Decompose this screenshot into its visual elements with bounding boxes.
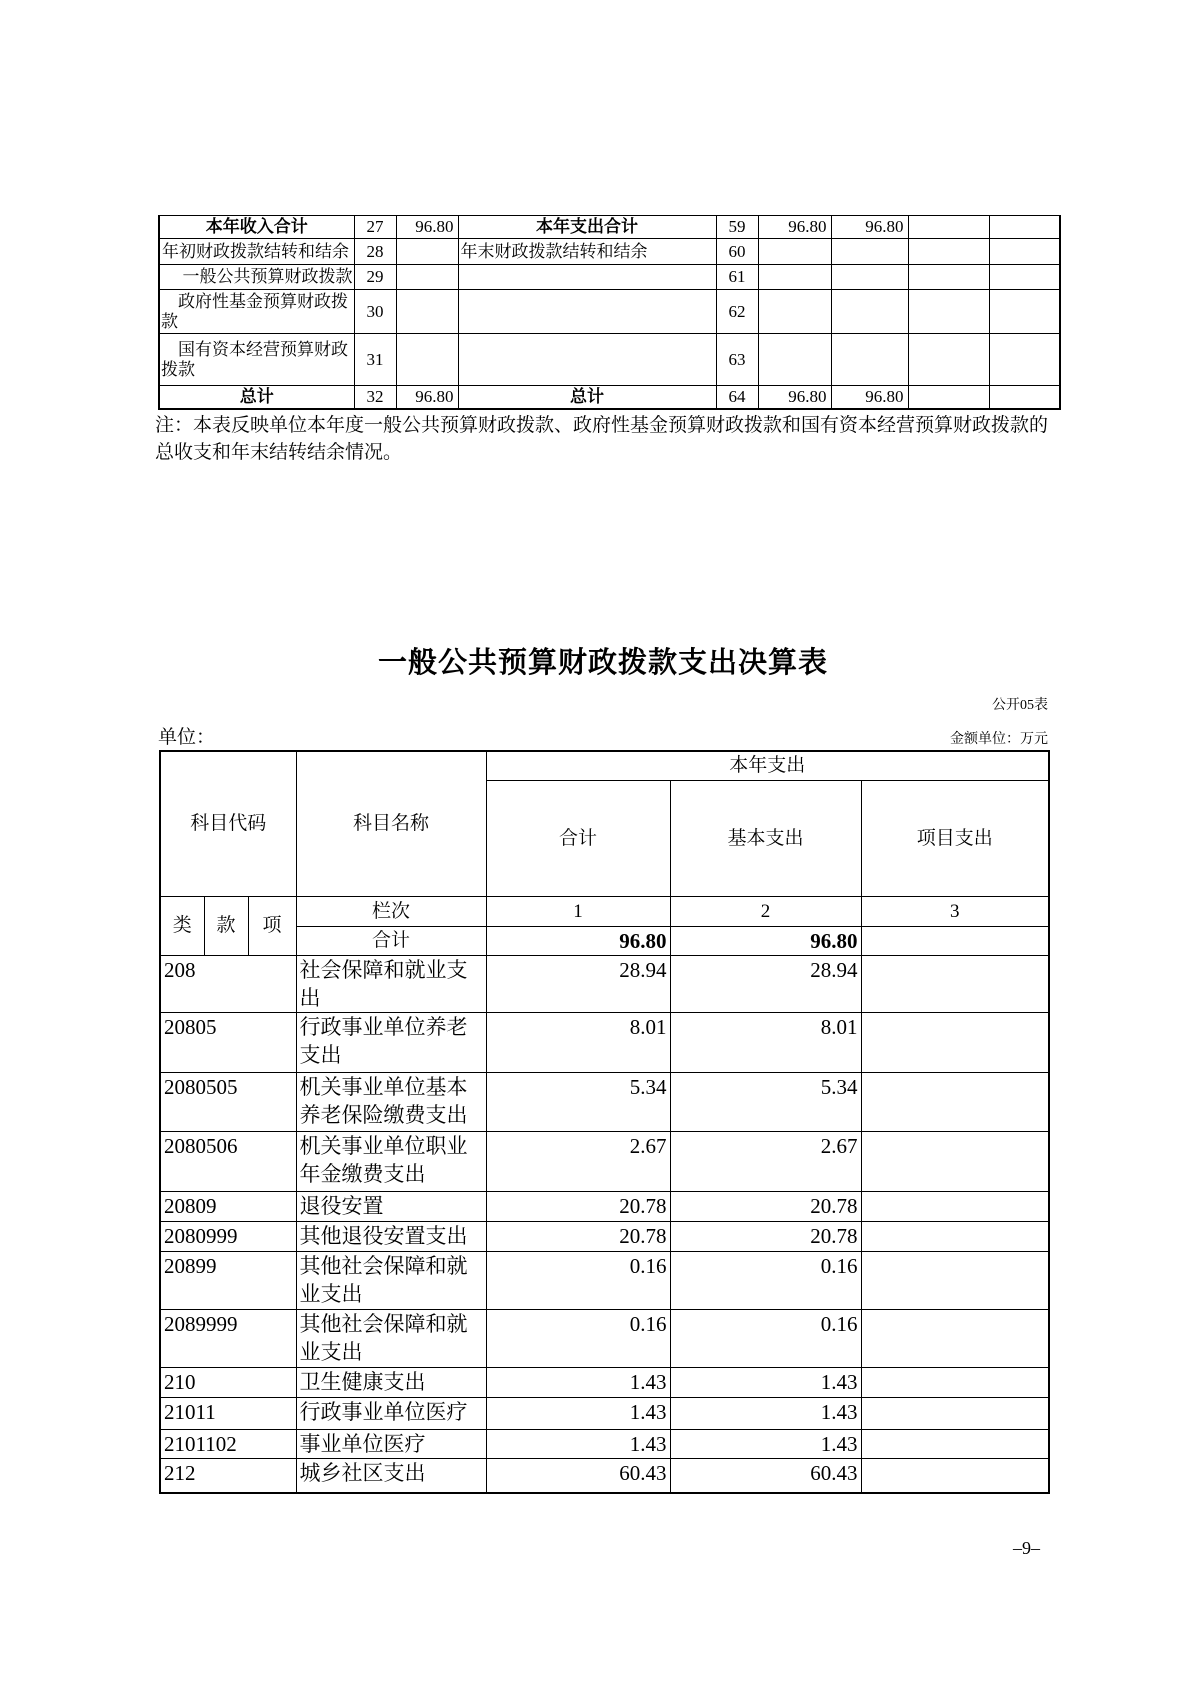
- t1-value-cell: [908, 216, 989, 239]
- t1-left-rowno: 29: [354, 265, 396, 290]
- total-value: 0.16: [486, 1251, 670, 1309]
- total-value: 8.01: [486, 1012, 670, 1072]
- table-row: [160, 1191, 1049, 1221]
- table-row: [160, 1397, 1049, 1429]
- subject-name: 机关事业单位职业年金缴费支出: [296, 1131, 486, 1191]
- general-budget-expenditure-table: [159, 750, 1050, 1494]
- col-header-class: 类: [160, 896, 204, 955]
- sum-basic-value: 96.80: [670, 926, 861, 955]
- t1-left-amount: [396, 239, 458, 265]
- table-row: [159, 216, 1060, 239]
- lanci-label: 栏次: [296, 896, 486, 926]
- subject-code: 20899: [160, 1251, 296, 1309]
- subject-code: 20805: [160, 1012, 296, 1072]
- total-value: 0.16: [486, 1309, 670, 1367]
- t1-value-cell: [831, 290, 908, 334]
- basic-value: 2.67: [670, 1131, 861, 1191]
- sum-project-value: [861, 926, 1049, 955]
- subject-name: 城乡社区支出: [296, 1458, 486, 1493]
- project-value: [861, 1429, 1049, 1458]
- total-value: 20.78: [486, 1191, 670, 1221]
- t1-left-label: 国有资本经营预算财政拨款: [159, 334, 354, 386]
- subject-code: 212: [160, 1458, 296, 1493]
- table-row: [159, 334, 1060, 386]
- column-number: 2: [670, 896, 861, 926]
- project-value: [861, 1191, 1049, 1221]
- basic-value: 1.43: [670, 1367, 861, 1397]
- page-number: –9–: [1013, 1538, 1040, 1558]
- table-row: [159, 290, 1060, 334]
- basic-value: 1.43: [670, 1429, 861, 1458]
- t1-value-cell: 96.80: [831, 386, 908, 409]
- t1-right-label: 总计: [458, 386, 716, 409]
- table-row: [160, 1309, 1049, 1367]
- column-number: 3: [861, 896, 1049, 926]
- t1-left-label: 本年收入合计: [159, 216, 354, 239]
- table-row: [160, 1131, 1049, 1191]
- project-value: [861, 1221, 1049, 1251]
- column-number: 1: [486, 896, 670, 926]
- t1-right-rowno: 64: [716, 386, 758, 409]
- subject-code: 2080999: [160, 1221, 296, 1251]
- sum-total-value: 96.80: [486, 926, 670, 955]
- table-note: 注：本表反映单位本年度一般公共预算财政拨款、政府性基金预算财政拨款和国有资本经营预算财政拨款的总收支和年末结转结余情况。: [155, 415, 1049, 463]
- project-value: [861, 1131, 1049, 1191]
- table-row: [160, 1367, 1049, 1397]
- subject-name: 机关事业单位基本养老保险缴费支出: [296, 1072, 486, 1131]
- project-value: [861, 1397, 1049, 1429]
- table-row: [159, 386, 1060, 409]
- header-row: [160, 751, 1049, 780]
- t1-value-cell: [908, 290, 989, 334]
- table-row: [160, 955, 1049, 1012]
- col-header-subject-name: 科目名称: [296, 751, 486, 896]
- t1-right-label: 本年支出合计: [458, 216, 716, 239]
- t1-left-amount: 96.80: [396, 386, 458, 409]
- basic-value: 5.34: [670, 1072, 861, 1131]
- t1-value-cell: [758, 239, 831, 265]
- table-row: [160, 1251, 1049, 1309]
- subject-name: 退役安置: [296, 1191, 486, 1221]
- column-index-row: [160, 896, 1049, 926]
- col-header-year-expense: 本年支出: [486, 751, 1049, 780]
- project-value: [861, 1309, 1049, 1367]
- subject-name: 行政事业单位医疗: [296, 1397, 486, 1429]
- t1-right-rowno: 61: [716, 265, 758, 290]
- funding-income-expense-summary-table: [158, 215, 1061, 410]
- basic-value: 0.16: [670, 1309, 861, 1367]
- project-value: [861, 955, 1049, 1012]
- project-value: [861, 1458, 1049, 1493]
- subject-code: 2080505: [160, 1072, 296, 1131]
- col-header-item: 项: [248, 896, 296, 955]
- t1-right-rowno: 59: [716, 216, 758, 239]
- t1-value-cell: [989, 290, 1060, 334]
- table-row: [159, 265, 1060, 290]
- t1-value-cell: [989, 386, 1060, 409]
- t1-left-rowno: 30: [354, 290, 396, 334]
- basic-value: 60.43: [670, 1458, 861, 1493]
- subject-name: 其他社会保障和就业支出: [296, 1309, 486, 1367]
- form-number: 公开05表: [992, 698, 1048, 713]
- basic-value: 1.43: [670, 1397, 861, 1429]
- col-header-section: 款: [204, 896, 248, 955]
- t1-left-rowno: 27: [354, 216, 396, 239]
- t1-value-cell: [908, 239, 989, 265]
- total-value: 5.34: [486, 1072, 670, 1131]
- table-row: [160, 1072, 1049, 1131]
- subject-code: 2080506: [160, 1131, 296, 1191]
- t1-left-rowno: 32: [354, 386, 396, 409]
- t1-left-amount: [396, 290, 458, 334]
- project-value: [861, 1251, 1049, 1309]
- total-value: 1.43: [486, 1367, 670, 1397]
- col-header-total: 合计: [486, 780, 670, 896]
- t1-left-amount: [396, 334, 458, 386]
- t1-value-cell: 96.80: [831, 216, 908, 239]
- t1-value-cell: [758, 290, 831, 334]
- total-value: 20.78: [486, 1221, 670, 1251]
- total-value: 28.94: [486, 955, 670, 1012]
- t1-value-cell: [758, 334, 831, 386]
- subject-name: 卫生健康支出: [296, 1367, 486, 1397]
- page-title: 一般公共预算财政拨款支出决算表: [377, 647, 828, 679]
- t1-right-label: [458, 334, 716, 386]
- col-header-subject-code: 科目代码: [160, 751, 296, 896]
- t1-right-label: [458, 290, 716, 334]
- t1-value-cell: 96.80: [758, 216, 831, 239]
- t1-value-cell: [989, 216, 1060, 239]
- t1-left-label: 政府性基金预算财政拨款: [159, 290, 354, 334]
- t1-right-rowno: 63: [716, 334, 758, 386]
- t1-value-cell: [908, 334, 989, 386]
- t1-value-cell: [908, 265, 989, 290]
- table-row: [160, 1458, 1049, 1493]
- t1-value-cell: [831, 239, 908, 265]
- t1-value-cell: [989, 265, 1060, 290]
- t1-left-label: 年初财政拨款结转和结余: [159, 239, 354, 265]
- subject-code: 208: [160, 955, 296, 1012]
- subject-name: 其他社会保障和就业支出: [296, 1251, 486, 1309]
- t1-right-rowno: 60: [716, 239, 758, 265]
- total-value: 60.43: [486, 1458, 670, 1493]
- basic-value: 0.16: [670, 1251, 861, 1309]
- sum-label: 合计: [296, 926, 486, 955]
- t1-right-rowno: 62: [716, 290, 758, 334]
- t1-left-label: 一般公共预算财政拨款: [159, 265, 354, 290]
- project-value: [861, 1367, 1049, 1397]
- t1-value-cell: [908, 386, 989, 409]
- table-row: [159, 239, 1060, 265]
- basic-value: 20.78: [670, 1191, 861, 1221]
- project-value: [861, 1072, 1049, 1131]
- t1-right-label: 年末财政拨款结转和结余: [458, 239, 716, 265]
- total-value: 1.43: [486, 1429, 670, 1458]
- t1-value-cell: [989, 334, 1060, 386]
- t1-left-rowno: 31: [354, 334, 396, 386]
- t1-value-cell: [831, 334, 908, 386]
- t1-left-amount: [396, 265, 458, 290]
- basic-value: 20.78: [670, 1221, 861, 1251]
- t1-value-cell: [831, 265, 908, 290]
- subject-name: 事业单位医疗: [296, 1429, 486, 1458]
- subject-name: 社会保障和就业支出: [296, 955, 486, 1012]
- subject-code: 210: [160, 1367, 296, 1397]
- t1-value-cell: [758, 265, 831, 290]
- t1-value-cell: [989, 239, 1060, 265]
- total-value: 1.43: [486, 1397, 670, 1429]
- subject-code: 2089999: [160, 1309, 296, 1367]
- table-row: [160, 1429, 1049, 1458]
- project-value: [861, 1012, 1049, 1072]
- col-header-basic: 基本支出: [670, 780, 861, 896]
- t1-left-amount: 96.80: [396, 216, 458, 239]
- amount-unit-label: 金额单位：万元: [950, 732, 1048, 747]
- basic-value: 8.01: [670, 1012, 861, 1072]
- table-row: [160, 1012, 1049, 1072]
- t1-left-rowno: 28: [354, 239, 396, 265]
- subject-code: 21011: [160, 1397, 296, 1429]
- unit-label: 单位：: [158, 727, 216, 748]
- col-header-project: 项目支出: [861, 780, 1049, 896]
- total-value: 2.67: [486, 1131, 670, 1191]
- t1-value-cell: 96.80: [758, 386, 831, 409]
- subject-name: 其他退役安置支出: [296, 1221, 486, 1251]
- basic-value: 28.94: [670, 955, 861, 1012]
- table-row: [160, 1221, 1049, 1251]
- t1-left-label: 总计: [159, 386, 354, 409]
- subject-code: 20809: [160, 1191, 296, 1221]
- t1-right-label: [458, 265, 716, 290]
- subject-name: 行政事业单位养老支出: [296, 1012, 486, 1072]
- subject-code: 2101102: [160, 1429, 296, 1458]
